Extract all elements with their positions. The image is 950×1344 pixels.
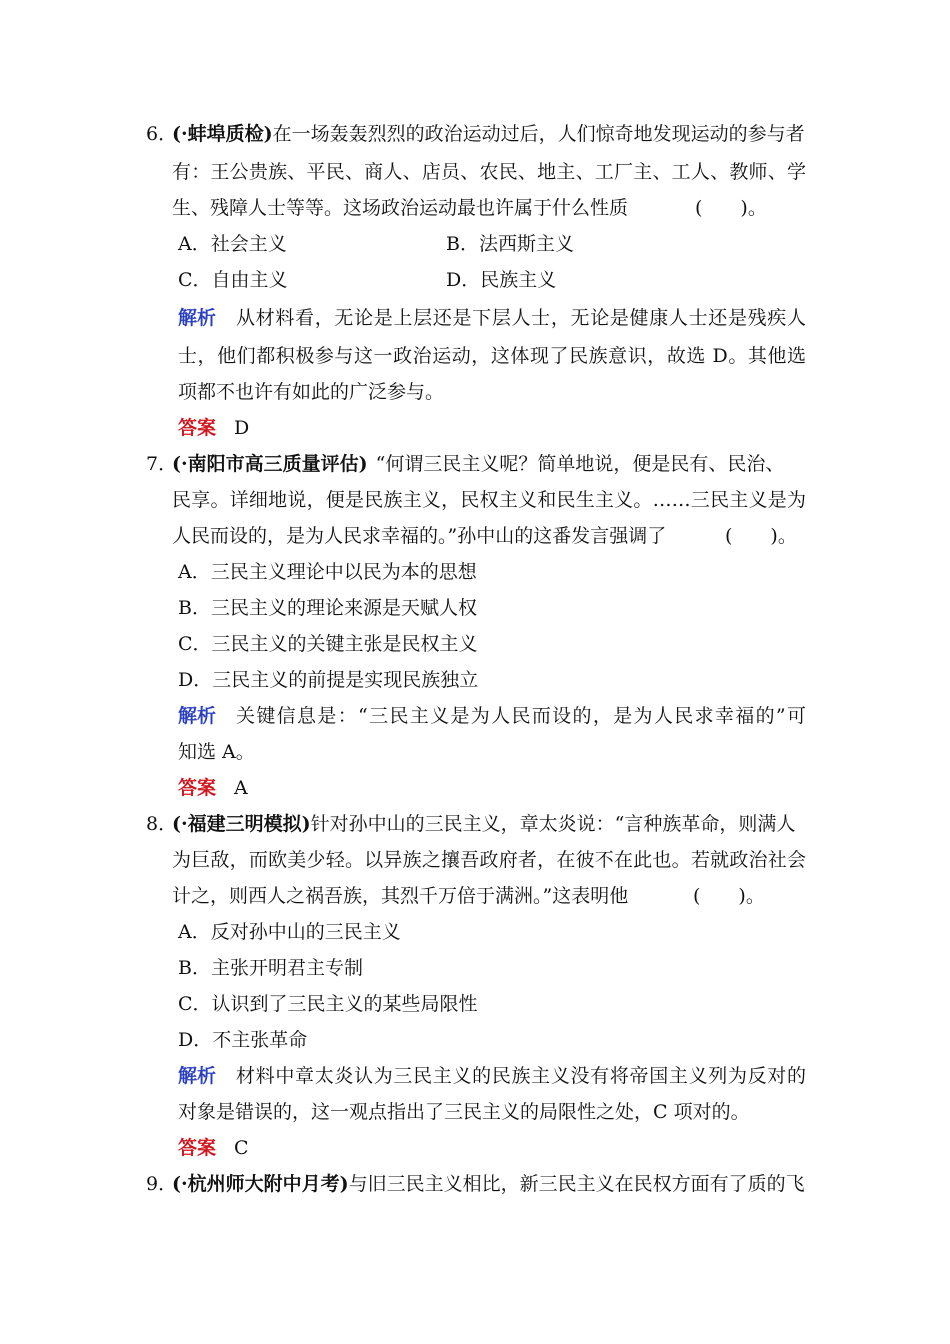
answer-bracket: ( )。 xyxy=(725,525,797,547)
question-number: 6． xyxy=(146,123,178,145)
analysis-text-2: 士，他们都积极参与这一政治运动，这体现了民族意识，故选 D。其他选 xyxy=(178,345,806,367)
analysis-text-1: 材料中章太炎认为三民主义的民族主义没有将帝国主义列为反对的 xyxy=(236,1065,806,1087)
option-c: C．三民主义的关键主张是民权主义 xyxy=(178,633,478,655)
option-b: B．三民主义的理论来源是天赋人权 xyxy=(178,597,477,619)
option-b: B．主张开明君主专制 xyxy=(178,957,363,979)
analysis-text-2: 对象是错误的，这一观点指出了三民主义的局限性之处，C 项对的。 xyxy=(178,1101,750,1123)
option-c: C．认识到了三民主义的某些局限性 xyxy=(178,993,478,1015)
option-d: D．不主张革命 xyxy=(178,1029,308,1051)
answer-line xyxy=(178,1136,249,1160)
answer-label: 答案 xyxy=(178,417,217,439)
question-stem-line-1: (·蚌埠质检)在一场轰轰烈烈的政治运动过后，人们惊奇地发现运动的参与者 xyxy=(172,123,805,145)
answer-value: C xyxy=(234,1137,249,1159)
option-d: D．三民主义的前提是实现民族独立 xyxy=(178,669,479,691)
question-number: 9． xyxy=(146,1173,178,1195)
question-stem-line-2: 有：王公贵族、平民、商人、店员、农民、地主、工厂主、工人、教师、学 xyxy=(172,161,806,183)
question-stem-line-1: (·杭州师大附中月考)与旧三民主义相比，新三民主义在民权方面有了质的飞 xyxy=(172,1173,805,1195)
analysis-text-1: 从材料看，无论是上层还是下层人士，无论是健康人士还是残疾人 xyxy=(236,307,806,329)
answer-label: 答案 xyxy=(178,777,217,799)
question-stem-line-1: (·福建三明模拟)针对孙中山的三民主义，章太炎说：“言种族革命，则满人 xyxy=(172,813,796,835)
analysis-line-1 xyxy=(178,1064,216,1088)
question-source: (·蚌埠质检) xyxy=(172,123,273,145)
analysis-text-3: 项都不也许有如此的广泛参与。 xyxy=(178,381,445,403)
option-a: A．反对孙中山的三民主义 xyxy=(178,921,401,943)
question-stem-line-3: 人民而设的，是为人民求幸福的。”孙中山的这番发言强调了 xyxy=(172,525,667,547)
analysis-label: 解析 xyxy=(178,705,217,727)
option-b: B．法西斯主义 xyxy=(446,233,574,255)
question-stem-line-3: 计之，则西人之祸吾族，其烈千万倍于满洲。”这表明他 xyxy=(172,885,629,907)
analysis-text-2: 知选 A。 xyxy=(178,741,255,763)
question-number: 8． xyxy=(146,813,178,835)
answer-value: D xyxy=(234,417,250,439)
answer-bracket: ( )。 xyxy=(693,885,765,907)
question-source: (·南阳市高三质量评估) xyxy=(172,453,368,475)
question-stem-line-2: 民享。详细地说，便是民族主义，民权主义和民生主义。……三民主义是为 xyxy=(172,489,806,511)
question-stem-line-2: 为巨敌，而欧美少轻。以异族之攘吾政府者，在彼不在此也。若就政治社会 xyxy=(172,849,806,871)
option-a: A．社会主义 xyxy=(178,233,287,255)
question-stem-line-1: (·南阳市高三质量评估) “何谓三民主义呢？简单地说，便是民有、民治、 xyxy=(172,453,785,475)
answer-label: 答案 xyxy=(178,1137,217,1159)
analysis-label: 解析 xyxy=(178,307,217,329)
question-number: 7． xyxy=(146,453,178,475)
answer-value: A xyxy=(234,777,248,799)
question-source: (·福建三明模拟) xyxy=(172,813,311,835)
option-a: A．三民主义理论中以民为本的思想 xyxy=(178,561,477,583)
question-stem-line-3: 生、残障人士等等。这场政治运动最也许属于什么性质 xyxy=(172,197,629,219)
answer-line xyxy=(178,776,248,800)
answer-bracket: ( )。 xyxy=(695,197,767,219)
analysis-text-1: 关键信息是：“三民主义是为人民而设的，是为人民求幸福的”可 xyxy=(236,705,806,727)
analysis-line-1 xyxy=(178,704,216,728)
option-c: C．自由主义 xyxy=(178,269,288,291)
analysis-line-1 xyxy=(178,306,216,330)
option-d: D．民族主义 xyxy=(446,269,557,291)
question-source: (·杭州师大附中月考) xyxy=(172,1173,349,1195)
analysis-label: 解析 xyxy=(178,1065,217,1087)
answer-line xyxy=(178,416,249,440)
